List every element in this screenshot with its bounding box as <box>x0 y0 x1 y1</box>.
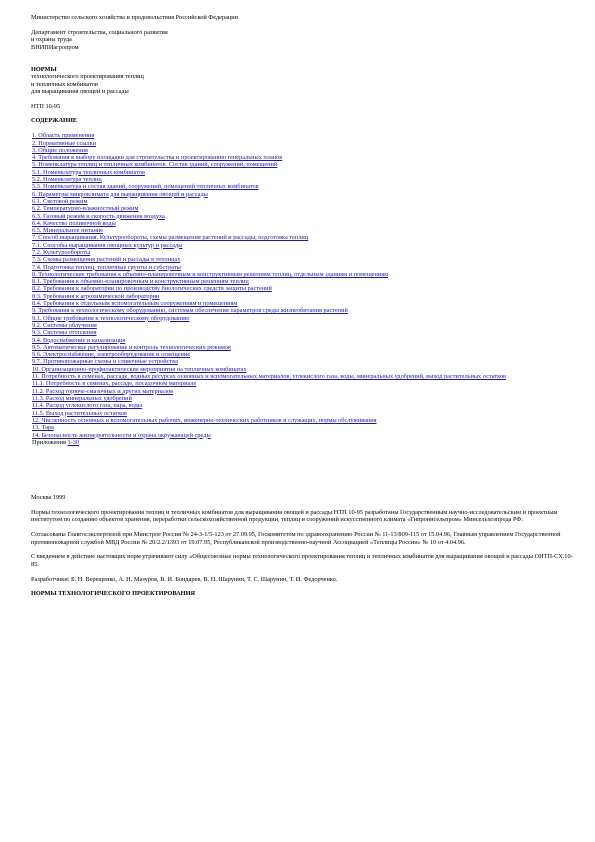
toc-item <box>32 176 576 183</box>
toc-link[interactable]: 9.4. Водоснабжение и канализация <box>32 336 126 344</box>
toc-link[interactable]: 5.1. Номенклатура тепличных комбинатов <box>32 168 145 176</box>
toc-link[interactable]: 9.2. Системы облучения <box>32 321 97 329</box>
paragraph-developers-org: Нормы технологического проектирования теплиц и тепличных комбинатов для выращивания овощей и рассады НТП 10-95 разработаны Государственным научно-исследовательским и проектным институтом по созданию объектов хранения, переработки сельскохозяйственной продукции, теплиц и сооружений искусственного климата «Гипронисельпром» Минсельхозпрода РФ. <box>31 509 558 524</box>
toc-item <box>32 147 576 154</box>
toc-link[interactable]: 8.2. Требования к лаборатории по производству биологических средств защиты растений <box>32 285 272 293</box>
toc-link[interactable]: 11.1. Потребность в семенах, рассаде, посадочном материале <box>32 380 197 388</box>
toc-link[interactable]: 8.1. Требования к объемно-планировочным и конструктивным решениям теплиц <box>32 278 249 286</box>
toc-item <box>32 293 576 300</box>
toc-item <box>32 395 576 402</box>
toc-link[interactable]: 8.3. Требования к агрохимической лаборатории <box>32 292 160 300</box>
toc-link[interactable]: 5.2. Номенклатура теплиц <box>32 176 102 184</box>
toc-item <box>32 388 576 395</box>
toc-heading: СОДЕРЖАНИЕ <box>31 117 78 125</box>
toc-item <box>32 402 576 409</box>
toc-link[interactable]: 6. Параметры микроклимата для выращивания овощей и рассады <box>32 190 208 198</box>
toc-link[interactable]: 2. Нормативные ссылки <box>32 139 97 147</box>
toc-item <box>32 234 576 241</box>
toc-item <box>32 278 576 285</box>
toc-link[interactable]: 7. Способ выращивания. Культурообороты, схемы размещения растений и рассады, подготовка теплиц <box>32 234 309 242</box>
toc-item <box>32 424 576 431</box>
toc-item <box>32 432 576 439</box>
toc-link[interactable]: 9.5. Автоматическое регулирование и контроль технологических режимов <box>32 343 231 351</box>
toc-item <box>32 337 576 344</box>
toc-item <box>32 366 576 373</box>
toc-item <box>32 161 576 168</box>
toc-link[interactable]: 11.3. Расход минеральных удобрений <box>32 395 132 403</box>
doc-title-line-1: технологического проектирования теплиц <box>31 73 144 81</box>
toc-link[interactable]: 11.4. Расход углекислого газа, пара, воды <box>32 402 143 410</box>
toc-item <box>32 227 576 234</box>
toc-link[interactable]: 7.4. Подготовка теплиц, тепличные грунты и субстраты <box>32 263 181 271</box>
toc-link[interactable]: 1. Область применения <box>32 132 95 140</box>
paragraph-approvals: Согласованы Главгосэкспертизой при Минстрое России № 24-3-1/5-123 от 27.09.95, Госкомитетом по здравоохранению России № 11-13/809-115 от 15.04.96, Главным управлением Государственной противопожарной службой МВД России № 20/2.2/1393 от 19.07.95, Республиканской производственно-научной Ассоциацией «Теплицы России» № 10 от 4.04.96. <box>31 531 561 546</box>
toc-item <box>32 242 576 249</box>
toc-link[interactable]: 11. Потребность в семенах, рассаде, водных ресурсах основных и вспомогательных материалов, углекислого газа, воды, минеральных удобрений, выход растительных остатков <box>32 373 506 381</box>
toc-link[interactable]: 11.5. Выход растительных остатков <box>32 409 127 417</box>
toc-link[interactable]: 3. Общие положения <box>32 146 88 154</box>
ministry-line: Министерство сельского хозяйства и продовольствия Российской Федерации <box>31 14 239 21</box>
toc-item <box>32 373 576 380</box>
section-heading: НОРМЫ ТЕХНОЛОГИЧЕСКОГО ПРОЕКТИРОВАНИЯ <box>31 590 196 598</box>
toc-item <box>32 249 576 256</box>
toc-item <box>32 154 576 161</box>
city-year: Москва 1999 <box>31 494 66 502</box>
doc-title-line-3: для выращивания овощей и рассады <box>31 87 129 95</box>
toc-link[interactable]: 9.7. Противопожарные схемы и сливочные устройства <box>32 358 178 366</box>
toc-item <box>32 380 576 387</box>
toc-item <box>32 140 576 147</box>
toc-link[interactable]: 9.3. Системы отопления <box>32 329 97 337</box>
toc-item <box>32 271 576 278</box>
toc-item <box>32 213 576 220</box>
toc-item <box>32 169 576 176</box>
toc-item <box>32 410 576 417</box>
toc-item <box>32 307 576 314</box>
appendix-line <box>32 439 576 446</box>
department-line: Департамент строительства, социального развития <box>31 28 168 36</box>
toc-link[interactable]: 5. Номенклатура теплиц и тепличных комбинатов. Состав зданий, сооружений, помещений <box>32 161 278 169</box>
toc-link[interactable]: 11.2. Расход горюче-смазочных и других материалов <box>32 387 174 395</box>
toc-link[interactable]: 6.2. Температурно-влажностный режим <box>32 205 139 213</box>
toc-item <box>32 315 576 322</box>
toc-link[interactable]: 6.5. Минеральное питание <box>32 227 104 235</box>
paragraph-supersedes: С введением в действие настоящих норм утрачивают силу «Общесоюзные нормы технологического проектирования теплиц и тепличных комбинатов для выращивания овощей и рассады ОНТП-СХ.10-85. <box>31 553 573 568</box>
toc-item <box>32 285 576 292</box>
toc-link[interactable]: 9.1. Общие требования к технологическому оборудованию <box>32 314 190 322</box>
toc-item <box>32 344 576 351</box>
toc-item <box>32 351 576 358</box>
toc-item <box>32 205 576 212</box>
toc-link[interactable]: 4. Требования к выбору площадки для строительства и проектированию генеральных планов <box>32 154 283 162</box>
appendix-link[interactable]: 1-30 <box>67 438 80 446</box>
toc-link[interactable]: 7.1. Способы выращивания овощных культур и рассады <box>32 241 183 249</box>
doc-title-line-2: и тепличных комбинатов <box>31 80 98 88</box>
toc-item <box>32 198 576 205</box>
toc-item <box>32 220 576 227</box>
toc-link[interactable]: 7.3. Схемы размещения растений и рассады в теплицах <box>32 256 181 264</box>
toc-item <box>32 322 576 329</box>
toc-item <box>32 132 576 139</box>
toc-item <box>32 264 576 271</box>
toc-link[interactable]: 12. Численность основных и вспомогательных рабочих, инженерно-технических работников и служащих, нормы обслуживания <box>32 416 377 424</box>
toc-link[interactable]: 6.4. Качество поливочной воды <box>32 219 116 227</box>
toc-item <box>32 300 576 307</box>
toc-item <box>32 358 576 365</box>
toc-item <box>32 191 576 198</box>
paragraph-authors: Разработчики: Б. Н. Верещенко, А. Н. Мазуров, В. И. Бондарев, В. П. Шарунин, Т. С. Шарунин, Т. И. Федорченко. <box>31 575 338 583</box>
institute-line: ВНИПИагропром <box>31 43 79 51</box>
department-line-2: и охраны труда <box>31 36 72 44</box>
toc-link[interactable]: 13. Тара <box>32 424 54 432</box>
toc-link[interactable]: 8.4. Требования к отдельным вспомогательным сооружениям и помещениям <box>32 300 238 308</box>
appendix-label: Приложения <box>32 438 68 446</box>
toc-item <box>32 256 576 263</box>
doc-heading: НОРМЫ <box>31 65 57 73</box>
toc-link[interactable]: 14. Безопасность жизнедеятельности и охрана окружающей среды <box>32 431 211 439</box>
toc-item <box>32 329 576 336</box>
toc-link[interactable]: 8. Технологические требования к объемно-планировочным и конструктивным решениям теплиц, отдельным зданиям и помещениям <box>32 270 389 278</box>
toc-link[interactable]: 9. Требования к технологическому оборудованию, системам обеспечения параметров среды жизнеобитания растений <box>32 307 348 315</box>
toc-link[interactable]: 6.3. Газовый режим и скорость движения воздуха <box>32 212 165 220</box>
toc-link[interactable]: 7.2. Культурообороты <box>32 249 91 256</box>
toc-item <box>32 183 576 190</box>
document-page <box>31 14 576 598</box>
toc-link[interactable]: 9.6. Электроснабжение, электрооборудование и освещение <box>32 351 191 359</box>
toc-link[interactable]: 6.1. Световой режим <box>32 197 88 205</box>
table-of-contents <box>32 132 576 439</box>
toc-link[interactable]: 5.3. Номенклатура и состав зданий, сооружений, помещений тепличных комбинатов <box>32 183 259 191</box>
toc-item <box>32 417 576 424</box>
toc-link[interactable]: 10. Организационно-профилактические мероприятия на тепличных комбинатах <box>32 365 247 373</box>
doc-code: НТП 10-95 <box>31 102 61 110</box>
